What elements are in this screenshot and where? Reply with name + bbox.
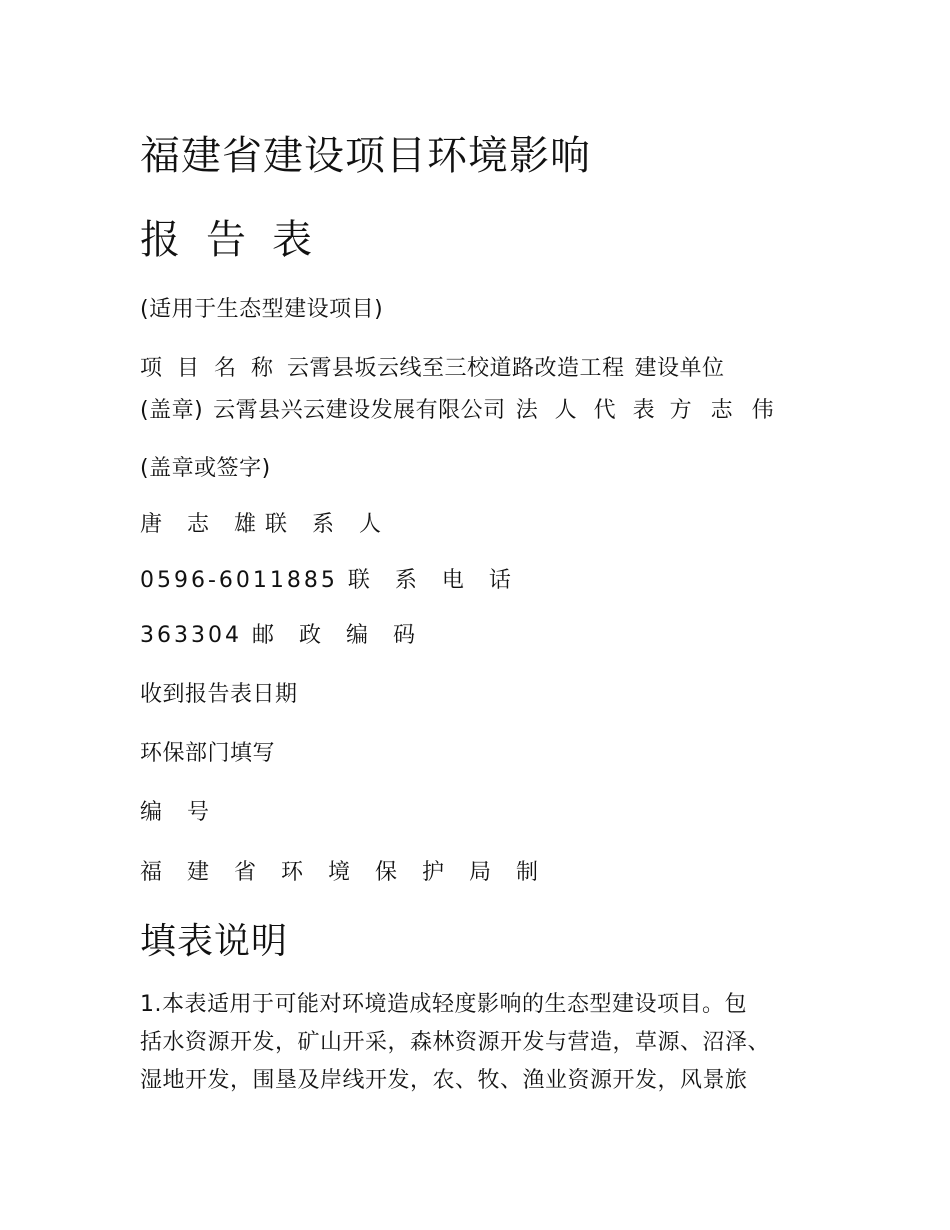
number-label: 编 号 (140, 800, 218, 825)
contact-row (140, 514, 390, 536)
instructions-line: 湿地开发，围垦及岸线开发，农、牧、渔业资源开发，风景旅 (140, 1068, 748, 1093)
received-date-label: 收到报告表日期 (140, 682, 298, 707)
report-subtitle: (适用于生态型建设项目) (140, 297, 384, 322)
contact-value: 唐 志 雄 (140, 512, 265, 537)
builder-row (140, 400, 780, 422)
dept-fill-label: 环保部门填写 (140, 741, 276, 766)
instructions-heading: 填表说明 (140, 921, 289, 962)
builder-label: 建设单位 (634, 356, 725, 381)
project-name-row (140, 358, 725, 380)
issuer-line: 福 建 省 环 境 保 护 局 制 (140, 860, 547, 885)
builder-stamp-label: (盖章) (140, 398, 204, 423)
legal-rep-value: 方 志 伟 (669, 398, 780, 423)
instructions-line: 括水资源开发，矿山开采，森林资源开发与营造，草源、沼泽、 (140, 1030, 771, 1055)
postal-value: 363304 (140, 623, 242, 648)
phone-row (140, 570, 520, 592)
report-title-line-2: 报告表 (140, 217, 338, 263)
instructions-line: 1.本表适用于可能对环境造成轻度影响的生态型建设项目。包 (140, 992, 747, 1017)
contact-label: 联 系 人 (265, 512, 390, 537)
builder-value: 云霄县兴云建设发展有限公司 (213, 398, 506, 423)
phone-label: 联 系 电 话 (347, 568, 520, 593)
postal-row (140, 625, 424, 647)
instructions-paragraph (140, 986, 830, 1100)
stamp-note: (盖章或签字) (140, 456, 271, 481)
project-name-value: 云霄县坂云线至三校道路改造工程 (286, 356, 625, 381)
report-title-line-1: 福建省建设项目环境影响 (140, 133, 591, 179)
postal-label: 邮 政 编 码 (251, 623, 424, 648)
legal-rep-label: 法 人 代 表 (515, 398, 660, 423)
phone-value: 0596-6011885 (140, 568, 338, 593)
project-name-label: 项 目 名 称 (140, 356, 277, 381)
